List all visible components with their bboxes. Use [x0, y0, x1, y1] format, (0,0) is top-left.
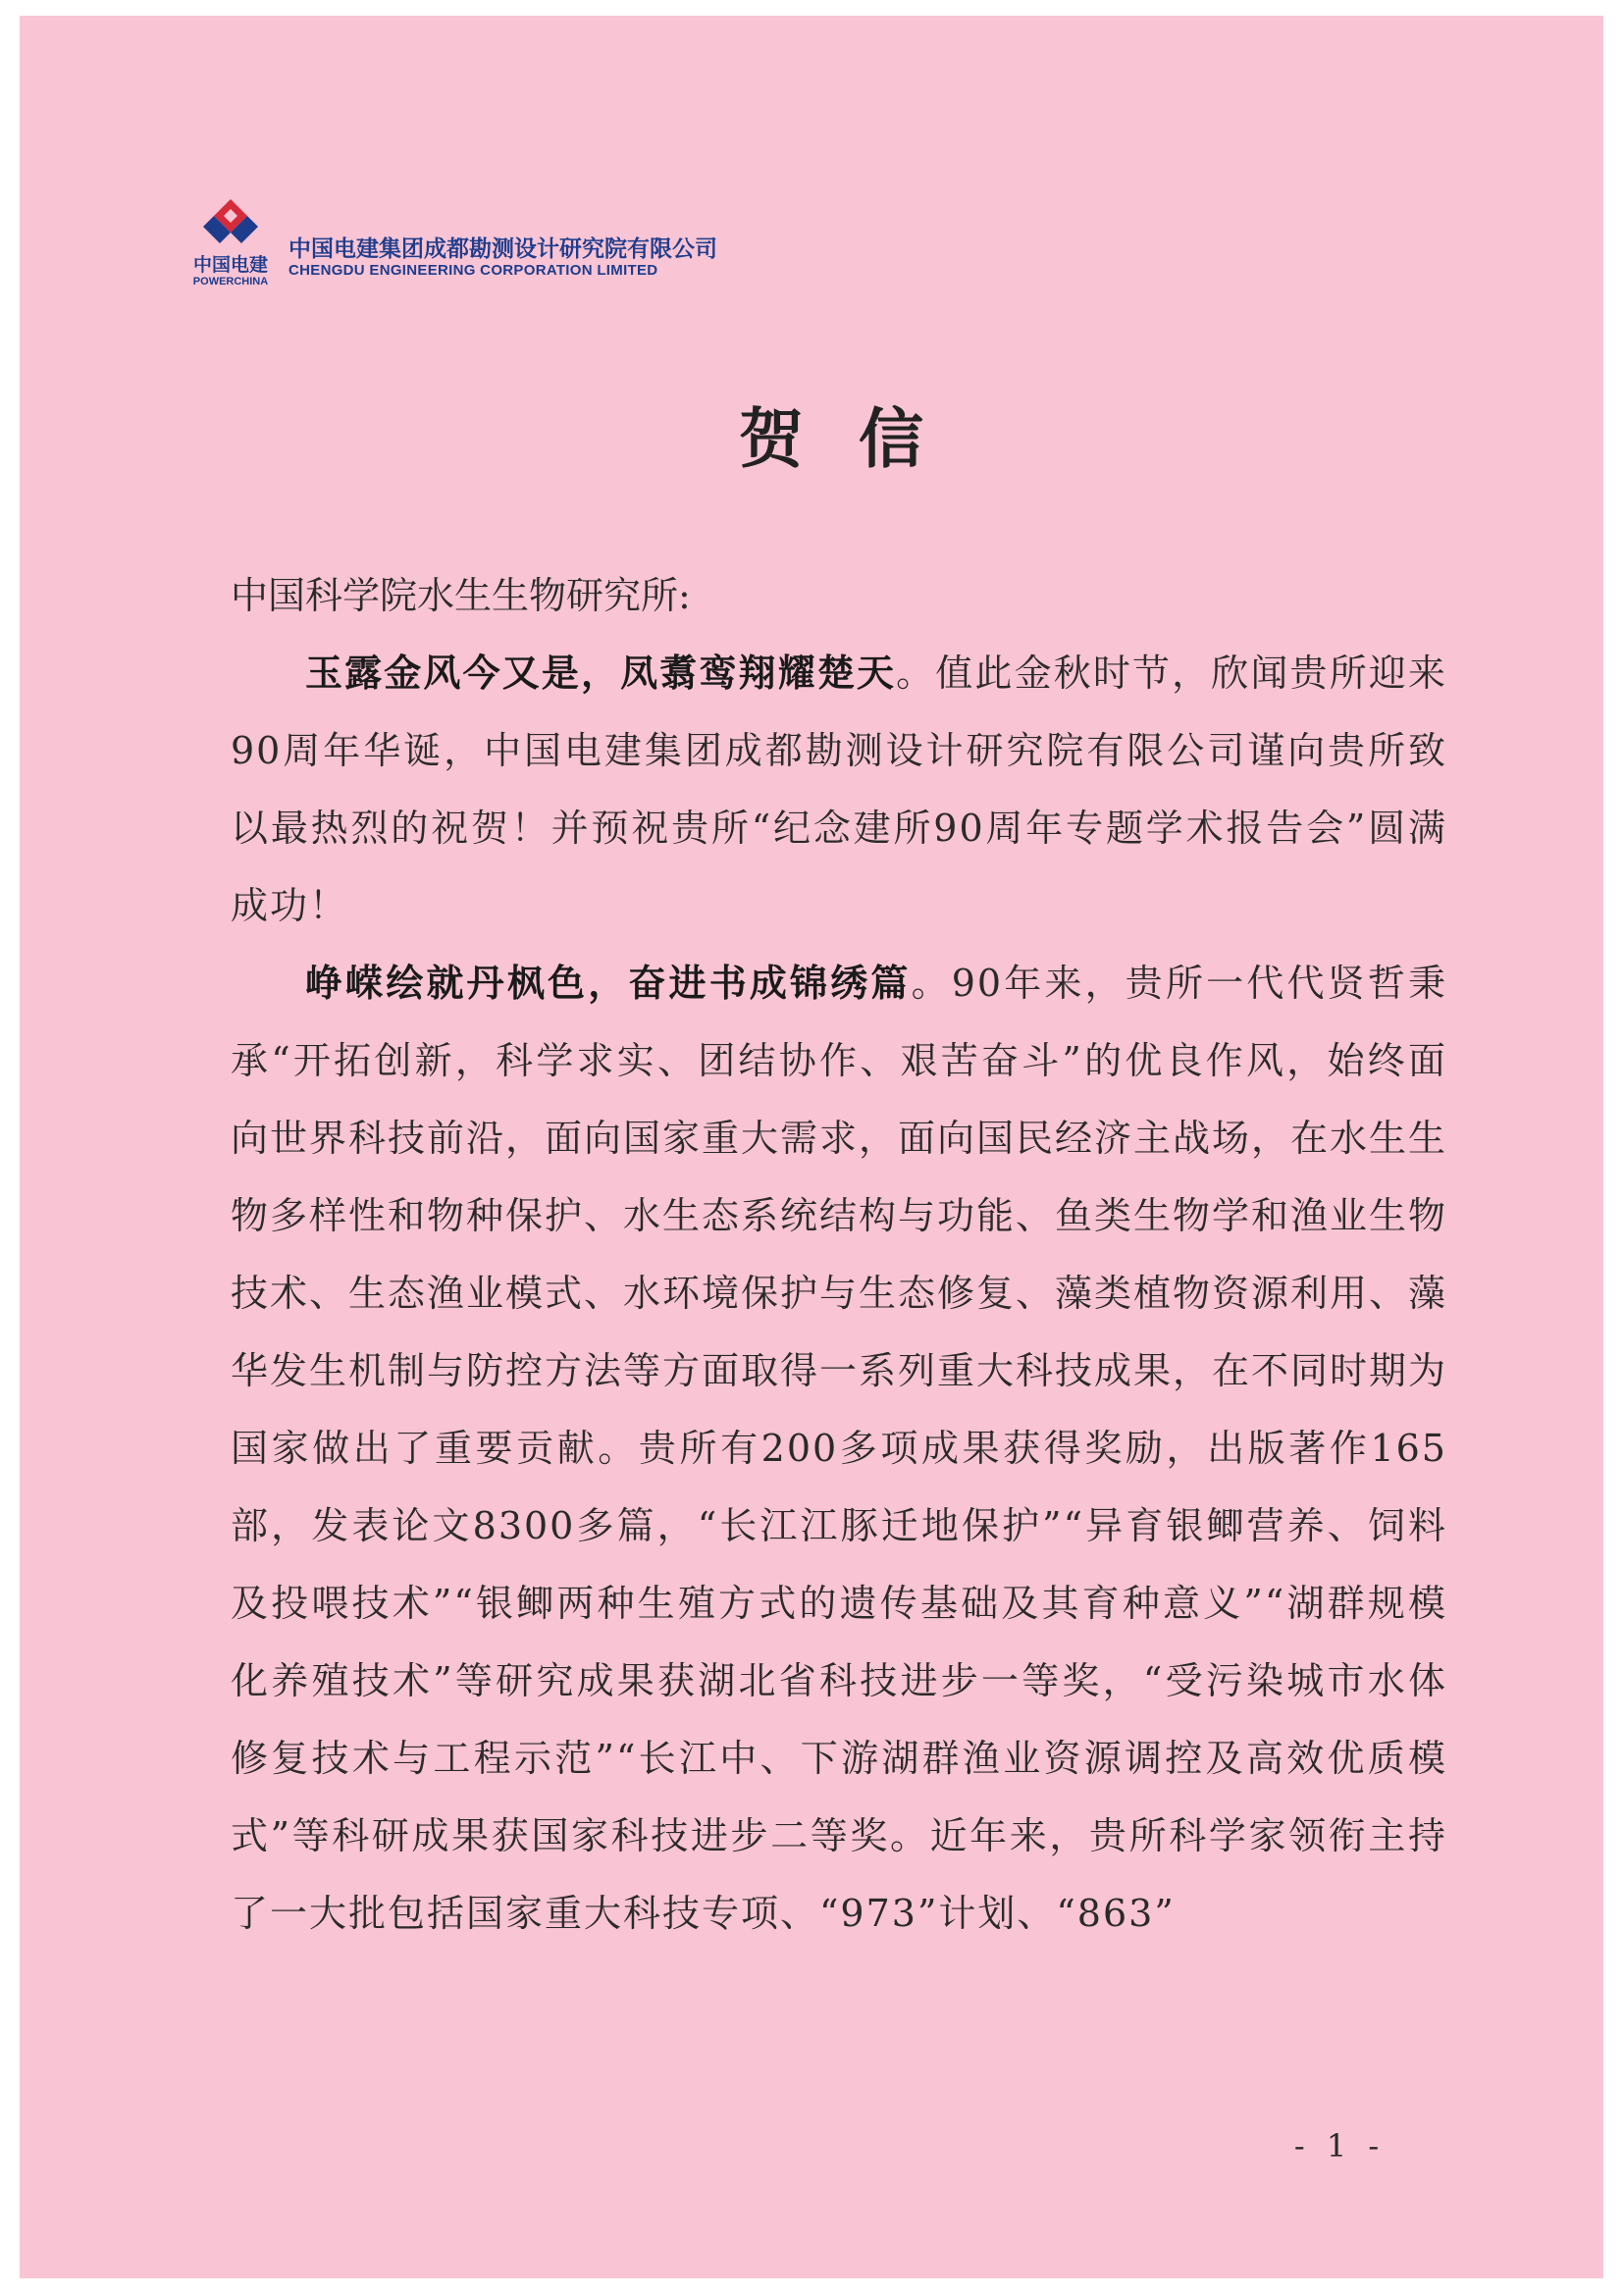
company-name-chinese: 中国电建集团成都勘测设计研究院有限公司	[288, 236, 717, 262]
logo-english-text: POWERCHINA	[192, 276, 269, 287]
page-number: - 1 -	[1293, 2127, 1386, 2165]
paragraph-1	[231, 635, 1447, 945]
salutation: 中国科学院水生生物研究所:	[231, 574, 691, 617]
powerchina-logo-icon	[186, 197, 275, 300]
letter-title: 贺信	[739, 400, 978, 477]
paragraph-2-lead: 峥嵘绘就丹枫色，奋进书成锦绣篇	[305, 962, 912, 1005]
letter-page	[20, 16, 1603, 2278]
paragraph-1-text: 。值此金秋时节，欣闻贵所迎来90周年华诞，中国电建集团成都勘测设计研究院有限公司谨向贵所致以最热烈的祝贺！并预祝贵所“纪念建所90周年专题学术报告会”圆满成功！	[231, 652, 1447, 927]
paragraph-1-lead: 玉露金风今又是，凤翥鸾翔耀楚天	[305, 652, 897, 695]
company-name-english: CHENGDU ENGINEERING CORPORATION LIMITED	[288, 262, 658, 279]
letterhead	[186, 197, 873, 300]
logo-chinese-text: 中国电建	[192, 254, 268, 276]
paragraph-2	[231, 945, 1447, 1953]
paragraph-2-text: 。90年来，贵所一代代贤哲秉承“开拓创新，科学求实、团结协作、艰苦奋斗”的优良作风，始终面向世界科技前沿，面向国家重大需求，面向国民经济主战场，在水生生物多样性和物种保护、水生态系统结构与功能、鱼类生物学和渔业生物技术、生态渔业模式、水环境保护与生态修复、藻类植物资源利用、藻华发生机制与防控方法等方面取得一系列重大科技成果，在不同时期为国家做出了重要贡献。贵所有200多项成果获得奖励，出版著作165部，发表论文8300多篇，“长江江豚迁地保护”“异育银鲫营养、饲料及投喂技术”“银鲫两种生殖方式的遗传基础及其育种意义”“湖群规模化养殖技术”等研究成果获湖北省科技进步一等奖，“受污染城市水体修复技术与工程示范”“长江中、下游湖群渔业资源调控及高效优质模式”等科研成果获国家科技进步二等奖。近年来，贵所科学家领衔主持了一大批包括国家重大科技专项、“973”计划、“863”	[231, 962, 1448, 1935]
letter-body	[231, 557, 1447, 1953]
